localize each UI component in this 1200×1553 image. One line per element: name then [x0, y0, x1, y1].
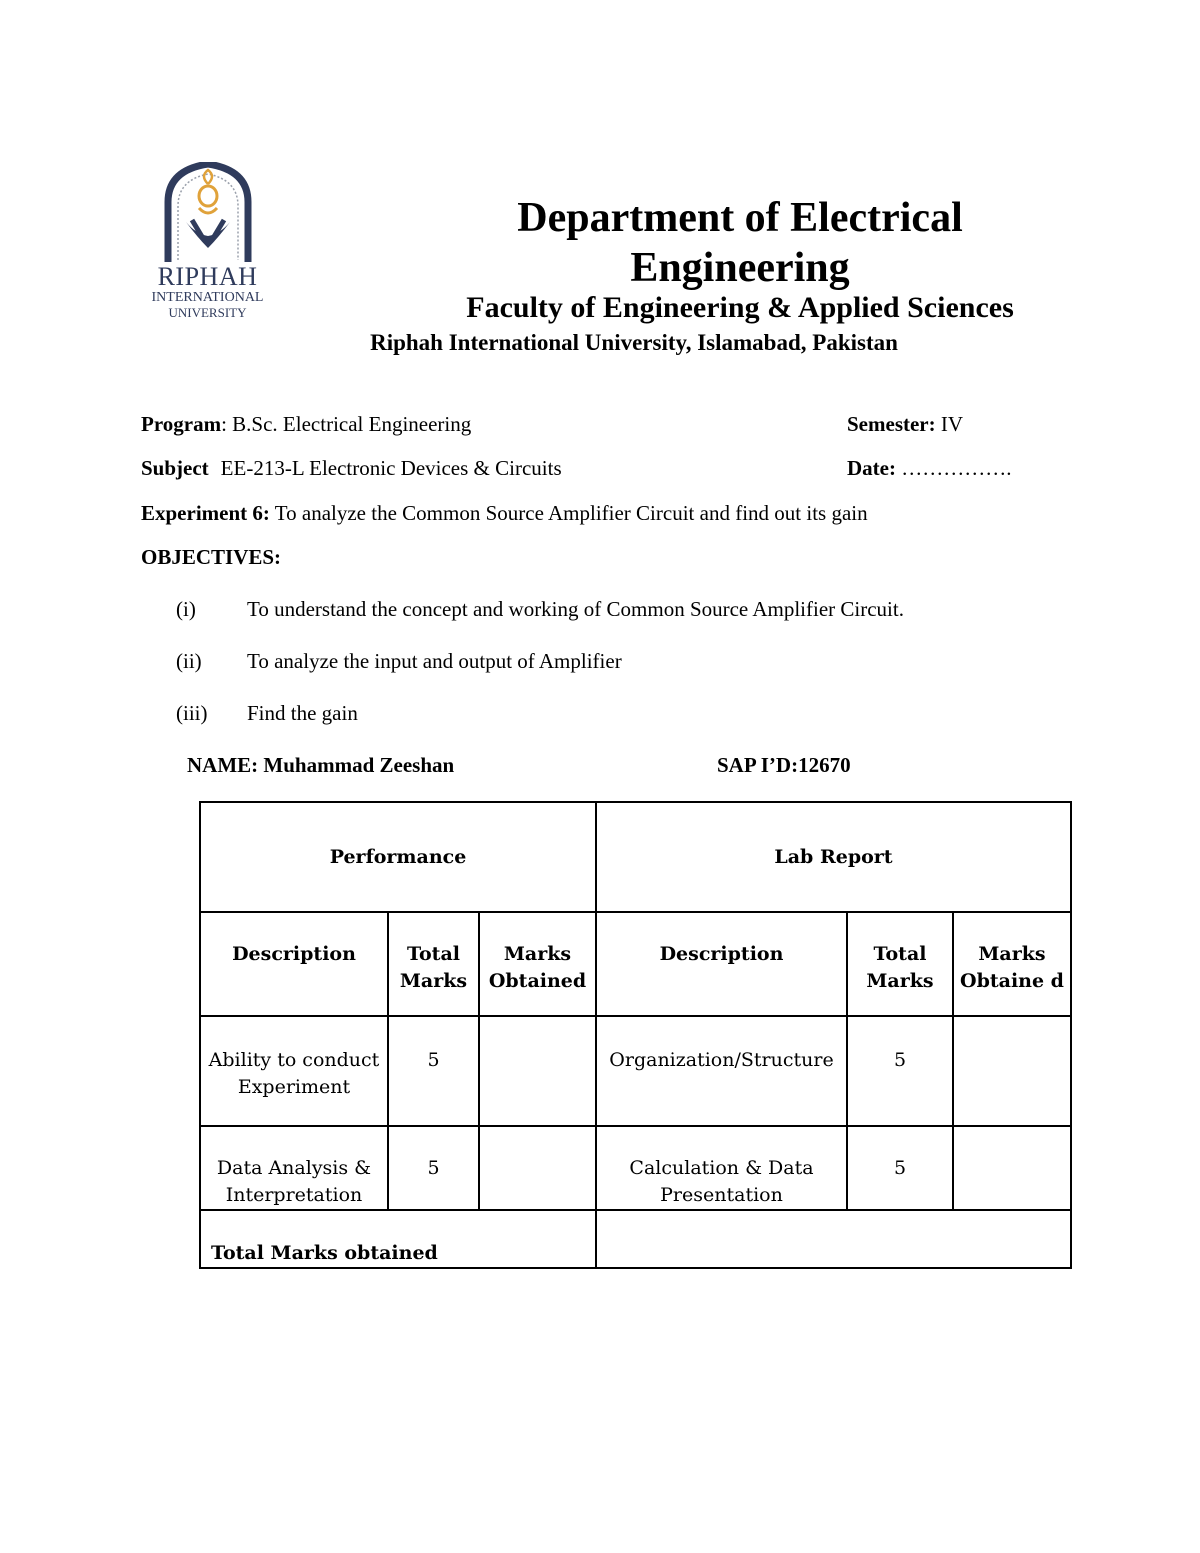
university-title: Riphah International University, Islamabad, Pakistan [370, 330, 898, 355]
subject-line [141, 454, 562, 482]
lab-obtained-cell[interactable] [953, 1016, 1071, 1126]
total-marks-label: Total Marks obtained [200, 1210, 596, 1268]
semester-line [847, 410, 963, 438]
student-name: NAME: Muhammad Zeeshan [187, 753, 455, 777]
semester-value: IV [935, 412, 964, 436]
lab-description-cell: Calculation & Data Presentation [596, 1126, 847, 1210]
program-line [141, 410, 471, 438]
performance-header: Performance [200, 802, 596, 912]
lab-report-header: Lab Report [596, 802, 1071, 912]
objective-text: To understand the concept and working of Common Source Amplifier Circuit. [247, 597, 904, 621]
objective-number: (ii) [176, 649, 202, 673]
col-header-marks-obtained: Marks Obtained [479, 912, 596, 1016]
semester-label: Semester: [847, 412, 936, 436]
perf-obtained-cell[interactable] [479, 1126, 596, 1210]
lab-total-cell: 5 [847, 1126, 953, 1210]
total-row [200, 1210, 1071, 1268]
col-header-marks-obtained: Marks Obtaine d [953, 912, 1071, 1016]
perf-obtained-cell[interactable] [479, 1016, 596, 1126]
col-header-description: Description [596, 912, 847, 1016]
faculty-title: Faculty of Engineering & Applied Sciences [466, 291, 1014, 324]
objective-number: (iii) [176, 701, 208, 725]
table-column-header-row [200, 912, 1071, 1016]
objective-number: (i) [176, 597, 196, 621]
col-header-total-marks: Total Marks [388, 912, 479, 1016]
objective-text: Find the gain [247, 701, 358, 725]
table-row [200, 1126, 1071, 1210]
subject-value: EE-213-L Electronic Devices & Circuits [220, 456, 562, 480]
objective-text: To analyze the input and output of Amplifier [247, 649, 622, 673]
department-title: Department of Electrical Engineering [517, 195, 963, 291]
experiment-value: To analyze the Common Source Amplifier Circuit and find out its gain [269, 501, 868, 525]
perf-total-cell: 5 [388, 1016, 479, 1126]
lab-obtained-cell[interactable] [953, 1126, 1071, 1210]
program-label: Program [141, 412, 222, 436]
lab-total-cell: 5 [847, 1016, 953, 1126]
grading-table [199, 801, 1072, 1269]
logo-wordmark-riphah: RIPHAH [157, 262, 258, 291]
subject-label: Subject [141, 456, 209, 480]
date-line [847, 454, 1011, 482]
perf-total-cell: 5 [388, 1126, 479, 1210]
riphah-emblem-icon [158, 162, 258, 264]
experiment-line [141, 499, 868, 527]
perf-description-cell: Ability to conduct Experiment [200, 1016, 388, 1126]
logo-wordmark-international: INTERNATIONAL [151, 290, 264, 305]
table-row [200, 1016, 1071, 1126]
total-marks-value[interactable] [596, 1210, 1071, 1268]
date-value: ……………. [895, 456, 1012, 480]
table-group-header-row [200, 802, 1071, 912]
university-logo [140, 160, 275, 325]
col-header-total-marks: Total Marks [847, 912, 953, 1016]
date-label: Date: [847, 456, 896, 480]
experiment-label: Experiment 6: [141, 501, 270, 525]
objectives-heading: OBJECTIVES: [141, 545, 282, 569]
logo-wordmark-university: UNIVERSITY [168, 305, 247, 320]
perf-description-cell: Data Analysis & Interpretation [200, 1126, 388, 1210]
col-header-description: Description [200, 912, 388, 1016]
lab-description-cell: Organization/Structure [596, 1016, 847, 1126]
program-value: : B.Sc. Electrical Engineering [221, 412, 472, 436]
student-sap-id: SAP I’D:12670 [717, 753, 851, 777]
